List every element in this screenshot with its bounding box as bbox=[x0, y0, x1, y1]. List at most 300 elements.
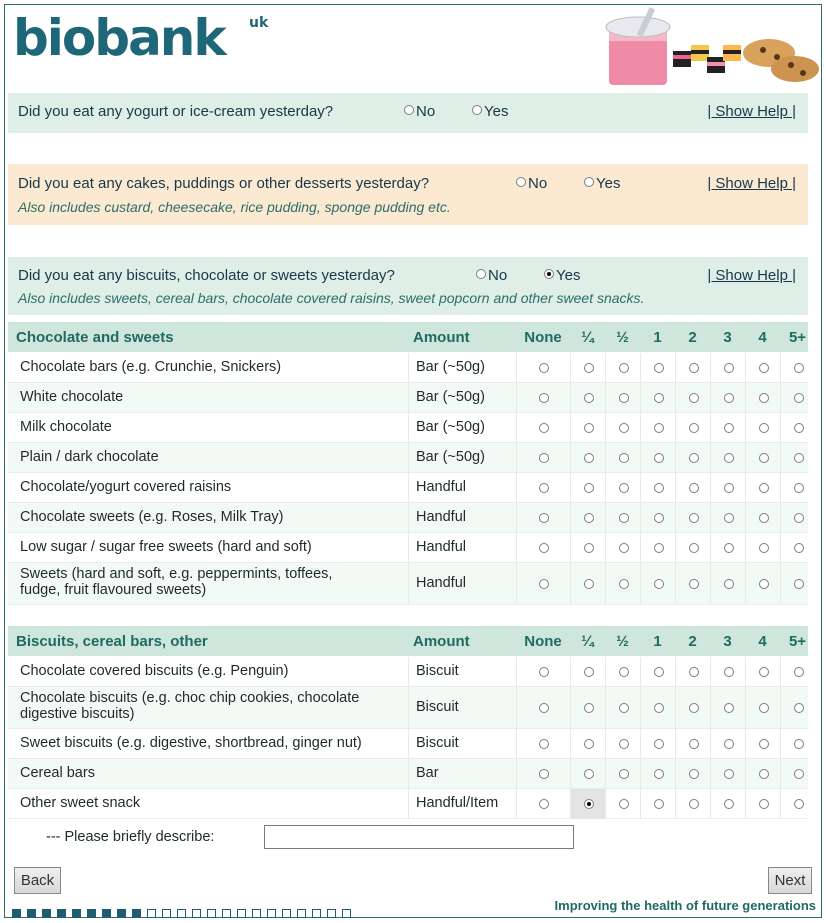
progress-square bbox=[147, 909, 156, 918]
option-cell[interactable] bbox=[745, 789, 780, 819]
quantity-radio[interactable] bbox=[689, 483, 699, 493]
quantity-radio[interactable] bbox=[759, 579, 769, 589]
question-title: Did you eat any yogurt or ice-cream yesterday? bbox=[18, 103, 334, 120]
option-cell[interactable] bbox=[605, 729, 640, 759]
quantity-radio[interactable] bbox=[619, 739, 629, 749]
quantity-radio[interactable] bbox=[619, 363, 629, 373]
row-amount: Biscuit bbox=[416, 663, 459, 679]
row-label-line: Low sugar / sugar free sweets (hard and soft) bbox=[20, 539, 312, 555]
quantity-radio[interactable] bbox=[619, 423, 629, 433]
row-amount: Handful bbox=[416, 509, 466, 525]
quantity-radio[interactable] bbox=[689, 703, 699, 713]
describe-label: --- Please briefly describe: bbox=[46, 829, 215, 845]
q3-no-option[interactable]: No bbox=[476, 267, 507, 284]
quantity-radio[interactable] bbox=[654, 393, 664, 403]
quantity-radio[interactable] bbox=[539, 483, 549, 493]
progress-square bbox=[327, 909, 336, 918]
quantity-radio[interactable] bbox=[689, 769, 699, 779]
option-cell[interactable] bbox=[570, 473, 605, 503]
row-label bbox=[20, 449, 159, 465]
table-row bbox=[8, 729, 808, 759]
progress-square bbox=[297, 909, 306, 918]
option-cell[interactable] bbox=[675, 533, 710, 563]
quantity-radio[interactable] bbox=[794, 739, 804, 749]
quantity-radio[interactable] bbox=[539, 453, 549, 463]
cell-divider bbox=[408, 503, 409, 533]
option-cell[interactable] bbox=[675, 789, 710, 819]
option-cell[interactable] bbox=[780, 563, 815, 605]
quantity-radio[interactable] bbox=[689, 579, 699, 589]
option-cell[interactable] bbox=[780, 729, 815, 759]
cell-divider bbox=[408, 443, 409, 473]
radio-no[interactable] bbox=[404, 105, 414, 115]
quantity-radio[interactable] bbox=[619, 769, 629, 779]
cell-divider bbox=[408, 657, 409, 687]
option-cell[interactable] bbox=[516, 443, 570, 473]
cell-divider bbox=[408, 353, 409, 383]
quantity-radio[interactable] bbox=[539, 393, 549, 403]
progress-indicator bbox=[12, 905, 357, 923]
quantity-radio[interactable] bbox=[794, 543, 804, 553]
option-cell[interactable] bbox=[570, 789, 605, 819]
option-cell[interactable] bbox=[745, 353, 780, 383]
quantity-radio[interactable] bbox=[759, 363, 769, 373]
row-label-line: Other sweet snack bbox=[20, 795, 141, 811]
option-cell[interactable] bbox=[780, 789, 815, 819]
option-cell[interactable] bbox=[745, 687, 780, 729]
option-cell[interactable] bbox=[640, 383, 675, 413]
quantity-radio[interactable] bbox=[539, 703, 549, 713]
option-cell[interactable] bbox=[640, 443, 675, 473]
quantity-radio[interactable] bbox=[724, 363, 734, 373]
q3-show-help-link[interactable]: | Show Help | bbox=[707, 267, 796, 284]
option-cell[interactable] bbox=[780, 353, 815, 383]
quantity-radio[interactable] bbox=[539, 769, 549, 779]
option-cell[interactable] bbox=[570, 503, 605, 533]
row-label bbox=[20, 389, 123, 405]
option-cell[interactable] bbox=[640, 353, 675, 383]
quantity-radio[interactable] bbox=[794, 579, 804, 589]
progress-square bbox=[177, 909, 186, 918]
quantity-radio[interactable] bbox=[584, 483, 594, 493]
option-cell[interactable] bbox=[570, 657, 605, 687]
option-cell[interactable] bbox=[780, 759, 815, 789]
option-cell[interactable] bbox=[516, 473, 570, 503]
option-cell[interactable] bbox=[745, 759, 780, 789]
option-cell[interactable] bbox=[605, 657, 640, 687]
quantity-radio[interactable] bbox=[724, 703, 734, 713]
q2-show-help-link[interactable]: | Show Help | bbox=[707, 175, 796, 192]
quantity-radio[interactable] bbox=[724, 483, 734, 493]
quantity-radio[interactable] bbox=[689, 393, 699, 403]
option-cell[interactable] bbox=[516, 759, 570, 789]
option-cell[interactable] bbox=[710, 687, 745, 729]
option-cell[interactable] bbox=[570, 759, 605, 789]
option-cell[interactable] bbox=[675, 443, 710, 473]
option-cell[interactable] bbox=[745, 443, 780, 473]
option-cell[interactable] bbox=[675, 759, 710, 789]
table-row bbox=[8, 759, 808, 789]
progress-square bbox=[27, 909, 36, 918]
progress-square bbox=[162, 909, 171, 918]
q1-show-help-link[interactable]: | Show Help | bbox=[707, 103, 796, 120]
option-cell[interactable] bbox=[745, 503, 780, 533]
option-cell[interactable] bbox=[640, 563, 675, 605]
biobank-logo: biobank bbox=[13, 9, 225, 67]
row-label-line: Sweets (hard and soft, e.g. peppermints, toffees, bbox=[20, 566, 333, 582]
progress-square bbox=[282, 909, 291, 918]
quantity-radio[interactable] bbox=[539, 363, 549, 373]
quantity-radio[interactable] bbox=[724, 453, 734, 463]
quantity-radio[interactable] bbox=[584, 543, 594, 553]
table-row bbox=[8, 687, 808, 729]
quantity-radio[interactable] bbox=[724, 513, 734, 523]
quantity-radio[interactable] bbox=[654, 703, 664, 713]
quantity-radio[interactable] bbox=[794, 453, 804, 463]
progress-square bbox=[192, 909, 201, 918]
quantity-radio[interactable] bbox=[794, 799, 804, 809]
row-label bbox=[20, 795, 140, 811]
quantity-radio[interactable] bbox=[759, 423, 769, 433]
quantity-radio[interactable] bbox=[794, 769, 804, 779]
quantity-radio[interactable] bbox=[539, 543, 549, 553]
option-cell[interactable] bbox=[516, 413, 570, 443]
option-cell[interactable] bbox=[780, 503, 815, 533]
table-row bbox=[8, 443, 808, 473]
quantity-radio[interactable] bbox=[654, 579, 664, 589]
quantity-radio[interactable] bbox=[654, 453, 664, 463]
row-label-line: fudge, fruit flavoured sweets) bbox=[20, 582, 207, 598]
option-cell[interactable] bbox=[605, 789, 640, 819]
quantity-radio[interactable] bbox=[724, 543, 734, 553]
row-label-line: White chocolate bbox=[20, 389, 124, 405]
option-cell[interactable] bbox=[640, 759, 675, 789]
option-cell[interactable] bbox=[570, 729, 605, 759]
option-cell[interactable] bbox=[710, 473, 745, 503]
option-cell[interactable] bbox=[710, 759, 745, 789]
option-cell[interactable] bbox=[675, 413, 710, 443]
quantity-radio[interactable] bbox=[584, 799, 594, 809]
option-cell[interactable] bbox=[640, 687, 675, 729]
option-cell[interactable] bbox=[745, 729, 780, 759]
option-cell[interactable] bbox=[710, 503, 745, 533]
row-label-line: Milk chocolate bbox=[20, 419, 112, 435]
option-cell[interactable] bbox=[640, 729, 675, 759]
quantity-radio[interactable] bbox=[794, 483, 804, 493]
quantity-radio[interactable] bbox=[689, 453, 699, 463]
cell-divider bbox=[408, 383, 409, 413]
option-cell[interactable] bbox=[605, 503, 640, 533]
quantity-radio[interactable] bbox=[539, 423, 549, 433]
q2-no-option[interactable]: No bbox=[516, 175, 547, 192]
quantity-radio[interactable] bbox=[794, 393, 804, 403]
quantity-radio[interactable] bbox=[759, 799, 769, 809]
cell-divider bbox=[408, 759, 409, 789]
quantity-radio[interactable] bbox=[654, 799, 664, 809]
quantity-radio[interactable] bbox=[619, 453, 629, 463]
quantity-radio[interactable] bbox=[689, 667, 699, 677]
option-cell[interactable] bbox=[640, 503, 675, 533]
option-cell[interactable] bbox=[675, 687, 710, 729]
option-cell[interactable] bbox=[605, 533, 640, 563]
option-cell[interactable] bbox=[780, 443, 815, 473]
option-cell[interactable] bbox=[675, 563, 710, 605]
quantity-radio[interactable] bbox=[759, 513, 769, 523]
option-cell[interactable] bbox=[570, 353, 605, 383]
quantity-radio[interactable] bbox=[794, 363, 804, 373]
radio-yes[interactable] bbox=[472, 105, 482, 115]
q3-yes-option[interactable]: Yes bbox=[544, 267, 580, 284]
row-amount: Bar (~50g) bbox=[416, 389, 485, 405]
table-row bbox=[8, 383, 808, 413]
describe-input[interactable] bbox=[264, 825, 574, 849]
quantity-radio[interactable] bbox=[724, 769, 734, 779]
quantity-radio[interactable] bbox=[584, 513, 594, 523]
option-cell[interactable] bbox=[516, 533, 570, 563]
quantity-radio[interactable] bbox=[584, 739, 594, 749]
section-title: Biscuits, cereal bars, other bbox=[16, 633, 208, 650]
option-cell[interactable] bbox=[780, 473, 815, 503]
quantity-radio[interactable] bbox=[759, 453, 769, 463]
option-cell[interactable] bbox=[516, 503, 570, 533]
column-header: 3 bbox=[723, 633, 732, 650]
quantity-radio[interactable] bbox=[584, 363, 594, 373]
option-cell[interactable] bbox=[745, 383, 780, 413]
option-cell[interactable] bbox=[640, 533, 675, 563]
quantity-radio[interactable] bbox=[689, 739, 699, 749]
quantity-radio[interactable] bbox=[584, 423, 594, 433]
option-cell[interactable] bbox=[570, 687, 605, 729]
quantity-radio[interactable] bbox=[584, 453, 594, 463]
cell-divider bbox=[408, 729, 409, 759]
option-cell[interactable] bbox=[745, 563, 780, 605]
quantity-radio[interactable] bbox=[619, 543, 629, 553]
quantity-radio[interactable] bbox=[584, 579, 594, 589]
row-label bbox=[20, 509, 284, 525]
progress-square bbox=[222, 909, 231, 918]
table-row bbox=[8, 503, 808, 533]
cell-divider bbox=[408, 789, 409, 819]
quantity-radio[interactable] bbox=[689, 799, 699, 809]
option-cell[interactable] bbox=[516, 563, 570, 605]
option-cell[interactable] bbox=[710, 413, 745, 443]
tagline: Improving the health of future generations bbox=[554, 898, 816, 913]
option-cell[interactable] bbox=[605, 413, 640, 443]
option-cell[interactable] bbox=[780, 413, 815, 443]
quantity-radio[interactable] bbox=[539, 799, 549, 809]
option-cell[interactable] bbox=[570, 563, 605, 605]
option-cell[interactable] bbox=[710, 383, 745, 413]
quantity-radio[interactable] bbox=[654, 739, 664, 749]
option-cell[interactable] bbox=[710, 533, 745, 563]
quantity-radio[interactable] bbox=[654, 543, 664, 553]
quantity-radio[interactable] bbox=[539, 667, 549, 677]
q1-yes-option[interactable]: Yes bbox=[472, 103, 508, 120]
option-cell[interactable] bbox=[605, 383, 640, 413]
option-cell[interactable] bbox=[710, 789, 745, 819]
option-cell[interactable] bbox=[780, 687, 815, 729]
column-header: ¼ bbox=[581, 633, 594, 650]
option-cell[interactable] bbox=[780, 533, 815, 563]
option-cell[interactable] bbox=[640, 789, 675, 819]
quantity-radio[interactable] bbox=[654, 769, 664, 779]
quantity-radio[interactable] bbox=[759, 739, 769, 749]
next-button[interactable]: Next bbox=[768, 867, 812, 894]
option-cell[interactable] bbox=[570, 413, 605, 443]
quantity-radio[interactable] bbox=[759, 543, 769, 553]
option-cell[interactable] bbox=[710, 443, 745, 473]
column-header: 1 bbox=[653, 633, 662, 650]
quantity-radio[interactable] bbox=[619, 667, 629, 677]
table-row bbox=[8, 789, 808, 819]
row-label bbox=[20, 765, 95, 781]
radio-yes[interactable] bbox=[584, 177, 594, 187]
option-cell[interactable] bbox=[516, 729, 570, 759]
row-label bbox=[20, 359, 281, 375]
quantity-radio[interactable] bbox=[724, 393, 734, 403]
quantity-radio[interactable] bbox=[759, 667, 769, 677]
radio-no[interactable] bbox=[516, 177, 526, 187]
option-cell[interactable] bbox=[710, 729, 745, 759]
quantity-radio[interactable] bbox=[689, 513, 699, 523]
progress-square bbox=[87, 909, 96, 918]
option-cell[interactable] bbox=[745, 533, 780, 563]
option-cell[interactable] bbox=[710, 657, 745, 687]
column-header: ½ bbox=[616, 329, 629, 346]
table-row bbox=[8, 353, 808, 383]
question-subtext: Also includes sweets, cereal bars, chocolate covered raisins, sweet popcorn and other sweet snacks. bbox=[18, 290, 645, 306]
quantity-radio[interactable] bbox=[654, 483, 664, 493]
quantity-radio[interactable] bbox=[619, 393, 629, 403]
quantity-radio[interactable] bbox=[619, 513, 629, 523]
row-label bbox=[20, 663, 288, 679]
option-cell[interactable] bbox=[745, 657, 780, 687]
option-cell[interactable] bbox=[516, 789, 570, 819]
column-header: 4 bbox=[758, 329, 767, 346]
quantity-radio[interactable] bbox=[759, 393, 769, 403]
quantity-radio[interactable] bbox=[689, 423, 699, 433]
option-cell[interactable] bbox=[745, 413, 780, 443]
quantity-radio[interactable] bbox=[689, 363, 699, 373]
quantity-radio[interactable] bbox=[584, 393, 594, 403]
option-cell[interactable] bbox=[605, 687, 640, 729]
option-cell[interactable] bbox=[570, 443, 605, 473]
row-amount: Handful bbox=[416, 479, 466, 495]
quantity-radio[interactable] bbox=[759, 703, 769, 713]
column-header: ½ bbox=[616, 633, 629, 650]
option-cell[interactable] bbox=[675, 503, 710, 533]
option-cell[interactable] bbox=[780, 383, 815, 413]
option-cell[interactable] bbox=[675, 473, 710, 503]
option-cell[interactable] bbox=[605, 443, 640, 473]
food-illustration-icon bbox=[603, 5, 821, 91]
q1-no-option[interactable]: No bbox=[404, 103, 435, 120]
cell-divider bbox=[408, 413, 409, 443]
option-cell[interactable] bbox=[605, 563, 640, 605]
progress-square bbox=[117, 909, 126, 918]
column-header: 4 bbox=[758, 633, 767, 650]
quantity-radio[interactable] bbox=[759, 483, 769, 493]
option-cell[interactable] bbox=[605, 759, 640, 789]
row-amount: Biscuit bbox=[416, 699, 459, 715]
quantity-radio[interactable] bbox=[539, 513, 549, 523]
option-cell[interactable] bbox=[516, 657, 570, 687]
quantity-radio[interactable] bbox=[794, 513, 804, 523]
quantity-radio[interactable] bbox=[539, 739, 549, 749]
section-header bbox=[8, 322, 808, 352]
biobank-logo-uk: uk bbox=[249, 15, 269, 31]
table-row bbox=[8, 473, 808, 503]
quantity-radio[interactable] bbox=[654, 667, 664, 677]
row-amount: Bar bbox=[416, 765, 439, 781]
option-cell[interactable] bbox=[570, 383, 605, 413]
question-yogurt bbox=[8, 93, 808, 133]
radio-yes[interactable] bbox=[544, 269, 554, 279]
quantity-radio[interactable] bbox=[759, 769, 769, 779]
quantity-radio[interactable] bbox=[539, 579, 549, 589]
quantity-radio[interactable] bbox=[724, 799, 734, 809]
option-cell[interactable] bbox=[710, 563, 745, 605]
q2-yes-option[interactable]: Yes bbox=[584, 175, 620, 192]
option-cell[interactable] bbox=[570, 533, 605, 563]
quantity-radio[interactable] bbox=[584, 703, 594, 713]
option-cell[interactable] bbox=[605, 353, 640, 383]
radio-no[interactable] bbox=[476, 269, 486, 279]
option-cell[interactable] bbox=[605, 473, 640, 503]
quantity-radio[interactable] bbox=[794, 423, 804, 433]
quantity-radio[interactable] bbox=[794, 667, 804, 677]
row-label bbox=[20, 419, 112, 435]
quantity-radio[interactable] bbox=[724, 579, 734, 589]
option-cell[interactable] bbox=[780, 657, 815, 687]
quantity-radio[interactable] bbox=[619, 483, 629, 493]
option-cell[interactable] bbox=[745, 473, 780, 503]
quantity-radio[interactable] bbox=[724, 423, 734, 433]
quantity-radio[interactable] bbox=[584, 667, 594, 677]
progress-square bbox=[252, 909, 261, 918]
option-cell[interactable] bbox=[640, 473, 675, 503]
option-cell[interactable] bbox=[516, 687, 570, 729]
option-cell[interactable] bbox=[675, 353, 710, 383]
quantity-radio[interactable] bbox=[794, 703, 804, 713]
quantity-radio[interactable] bbox=[724, 739, 734, 749]
quantity-radio[interactable] bbox=[619, 579, 629, 589]
quantity-radio[interactable] bbox=[619, 703, 629, 713]
progress-square bbox=[267, 909, 276, 918]
quantity-radio[interactable] bbox=[724, 667, 734, 677]
cell-divider bbox=[408, 563, 409, 605]
row-amount: Handful/Item bbox=[416, 795, 499, 811]
quantity-radio[interactable] bbox=[654, 363, 664, 373]
row-amount: Bar (~50g) bbox=[416, 359, 485, 375]
quantity-radio[interactable] bbox=[654, 423, 664, 433]
option-cell[interactable] bbox=[675, 657, 710, 687]
option-cell[interactable] bbox=[675, 383, 710, 413]
option-cell[interactable] bbox=[710, 353, 745, 383]
section-header bbox=[8, 626, 808, 656]
quantity-radio[interactable] bbox=[619, 799, 629, 809]
option-cell[interactable] bbox=[516, 353, 570, 383]
quantity-radio[interactable] bbox=[654, 513, 664, 523]
quantity-radio[interactable] bbox=[689, 543, 699, 553]
option-cell[interactable] bbox=[640, 413, 675, 443]
option-cell[interactable] bbox=[640, 657, 675, 687]
option-cell[interactable] bbox=[516, 383, 570, 413]
option-cell[interactable] bbox=[675, 729, 710, 759]
back-button[interactable]: Back bbox=[14, 867, 61, 894]
quantity-radio[interactable] bbox=[584, 769, 594, 779]
amount-header: Amount bbox=[413, 633, 470, 650]
